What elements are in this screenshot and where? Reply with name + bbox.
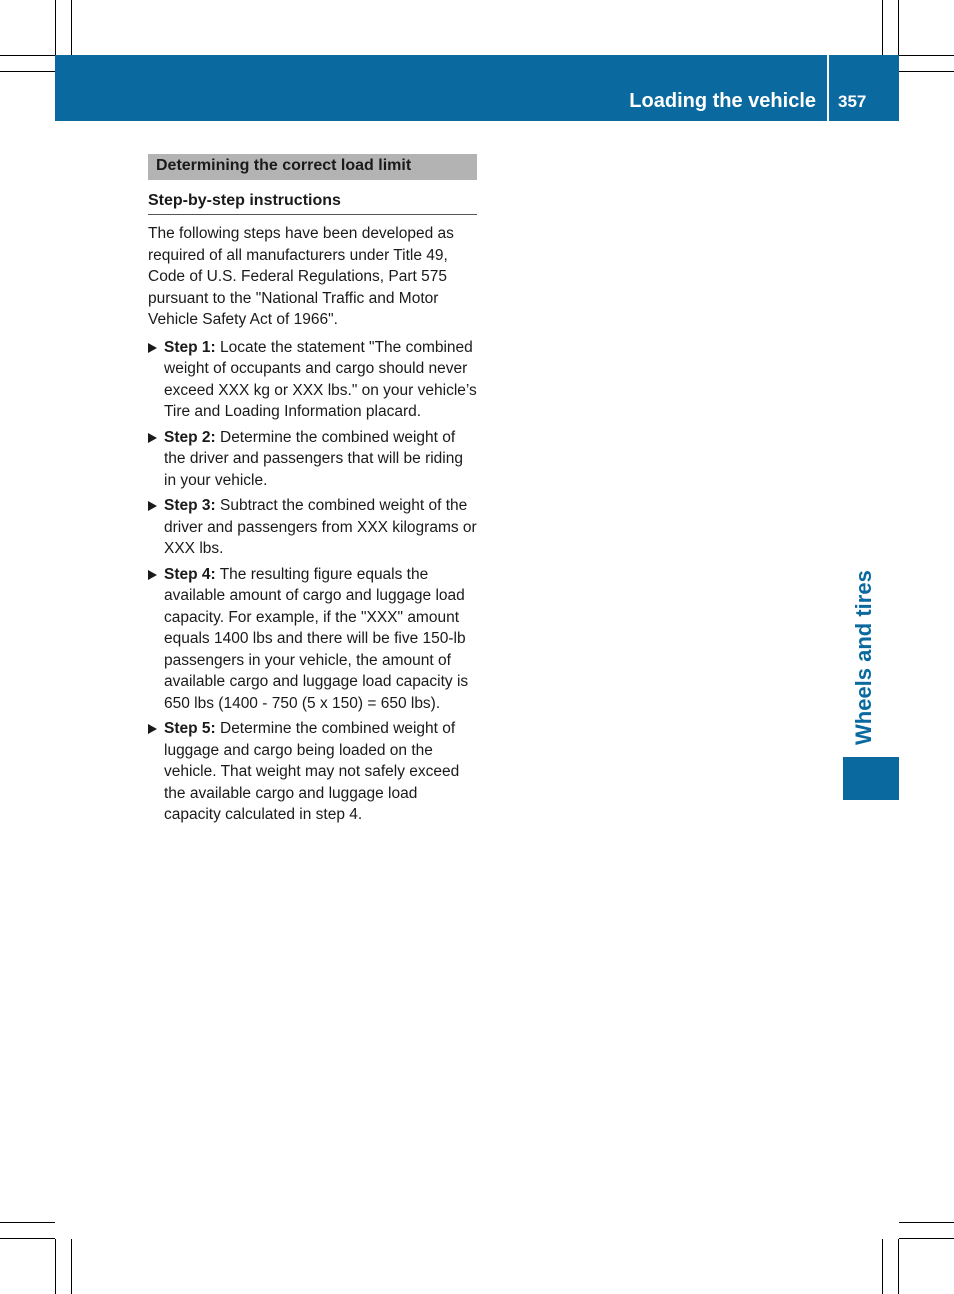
sub-heading-rule <box>148 214 477 215</box>
crop-mark <box>0 55 55 56</box>
list-item <box>148 427 477 492</box>
arrow-right-icon <box>148 570 157 580</box>
crop-mark <box>882 1239 883 1294</box>
section-heading: Determining the correct load limit <box>148 154 477 180</box>
content-column <box>148 223 477 830</box>
step-label: Step 3: <box>164 497 216 514</box>
crop-mark <box>0 1222 55 1223</box>
chapter-tab-marker <box>843 757 899 800</box>
crop-mark <box>55 1239 56 1294</box>
crop-mark <box>0 1238 55 1239</box>
crop-mark <box>55 0 56 55</box>
crop-mark <box>899 1222 954 1223</box>
step-label: Step 5: <box>164 720 216 737</box>
crop-mark <box>71 1239 72 1294</box>
step-label: Step 4: <box>164 565 216 583</box>
step-text: Subtract the combined weight of the driver and passengers from XXX kilograms or XXX lbs. <box>164 497 477 557</box>
crop-mark <box>899 71 954 72</box>
step-text: Locate the statement "The combined weight of occupants and cargo should never exceed XXX kg or XXX lbs." on your vehicle’s Tire and Loading Information placard. <box>164 338 477 420</box>
crop-mark <box>898 0 899 55</box>
list-item <box>148 564 477 715</box>
arrow-right-icon <box>148 724 157 734</box>
chapter-tab-label: Wheels and tires <box>851 570 876 745</box>
arrow-right-icon <box>148 433 157 443</box>
crop-mark <box>882 0 883 55</box>
crop-mark <box>899 1238 954 1239</box>
crop-mark <box>898 1239 899 1294</box>
arrow-right-icon <box>148 501 157 511</box>
step-label: Step 2: <box>164 428 216 446</box>
step-text: Determine the combined weight of the driver and passengers that will be riding in your vehicle. <box>164 428 463 489</box>
crop-mark <box>71 0 72 55</box>
list-item <box>148 718 477 826</box>
crop-mark <box>0 71 55 72</box>
list-item <box>148 337 477 423</box>
list-item <box>148 495 477 560</box>
header-divider <box>827 55 829 121</box>
sub-heading: Step-by-step instructions <box>148 192 341 209</box>
step-text: The resulting figure equals the available amount of cargo and luggage load capacity. For example, if the "XXX" amount equals 1400 lbs and there will be five 150-lb passengers in your vehicle, the amount of available cargo and luggage load capacity is 650 lbs (1400 - 750 (5 x 150) = 650 lbs). <box>164 565 469 712</box>
page-title: Loading the vehicle <box>629 90 816 112</box>
crop-mark <box>899 55 954 56</box>
intro-paragraph: The following steps have been developed as required of all manufacturers under Title 49, Code of U.S. Federal Regulations, Part 575 pursuant to the "National Traffic and Motor Vehicle Safety Act of 1966". <box>148 225 454 328</box>
step-label: Step 1: <box>164 338 216 356</box>
arrow-right-icon <box>148 343 157 353</box>
step-text: Determine the combined weight of luggage and cargo being loaded on the vehicle. That weight may not safely exceed the available cargo and luggage load capacity calculated in step 4. <box>164 720 460 823</box>
step-list <box>148 337 477 826</box>
page-number: 357 <box>838 92 867 111</box>
